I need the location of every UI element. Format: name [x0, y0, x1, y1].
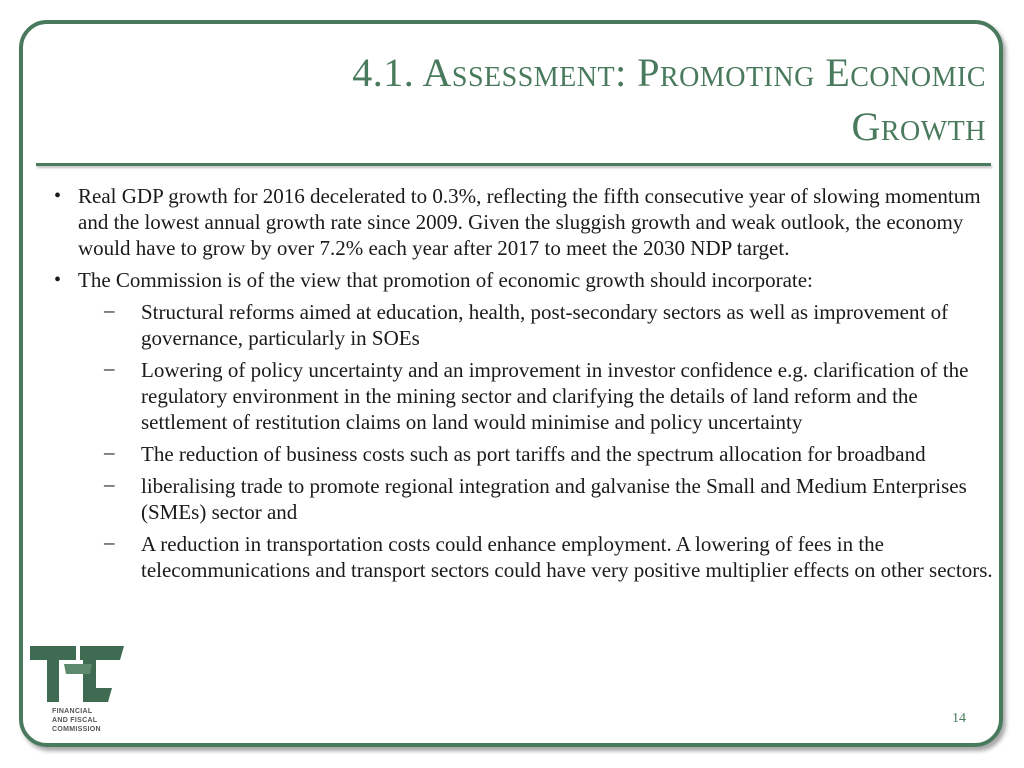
page-number: 14: [952, 711, 966, 726]
sub-bullet-item: [50, 357, 996, 435]
dash-icon: –: [104, 440, 115, 464]
sub-bullet-item: [50, 531, 996, 583]
sub-bullet-item: [50, 441, 996, 467]
sub-bullet-text: A reduction in transportation costs could enhance employment. A lowering of fees in the telecommunications and transport sectors could have very positive multiplier effects on other sectors.: [141, 532, 993, 582]
title-line-2: Growth: [851, 104, 986, 149]
bullet-icon: •: [54, 269, 62, 291]
bullet-item: [50, 183, 996, 261]
sub-bullet-item: [50, 299, 996, 351]
sub-bullet-item: [50, 473, 996, 525]
logo-line-1: FINANCIAL: [52, 708, 93, 715]
slide-body: [50, 183, 996, 589]
dash-icon: –: [104, 472, 115, 496]
dash-icon: –: [104, 298, 115, 322]
logo-line-3: COMMISSION: [52, 726, 101, 733]
title-line-1: 4.1. Assessment: Promoting Economic: [352, 50, 986, 95]
bullet-text: The Commission is of the view that promotion of economic growth should incorporate:: [78, 268, 813, 292]
title-divider: [36, 163, 991, 166]
dash-icon: –: [104, 530, 115, 554]
bullet-icon: •: [54, 185, 62, 207]
sub-bullet-text: Lowering of policy uncertainty and an improvement in investor confidence e.g. clarification of the regulatory environment in the mining sector and clarifying the details of land reform and the settlement of restitution claims on land would minimise and policy uncertainty: [141, 358, 969, 434]
logo-line-2: AND FISCAL: [52, 717, 98, 724]
logo-text: [52, 707, 101, 734]
sub-bullet-text: The reduction of business costs such as port tariffs and the spectrum allocation for broadband: [141, 442, 926, 466]
sub-bullet-text: liberalising trade to promote regional integration and galvanise the Small and Medium Enterprises (SMEs) sector and: [141, 474, 967, 524]
sub-bullet-text: Structural reforms aimed at education, health, post-secondary sectors as well as improvement of governance, particularly in SOEs: [141, 300, 949, 350]
bullet-item: [50, 267, 996, 293]
bullet-text: Real GDP growth for 2016 decelerated to 0.3%, reflecting the fifth consecutive year of slowing momentum and the lowest annual growth rate since 2009. Given the sluggish growth and weak outlook, the economy would have to grow by over 7.2% each year after 2017 to meet the 2030 NDP target.: [78, 184, 981, 260]
slide-title: [106, 46, 986, 154]
dash-icon: –: [104, 356, 115, 380]
